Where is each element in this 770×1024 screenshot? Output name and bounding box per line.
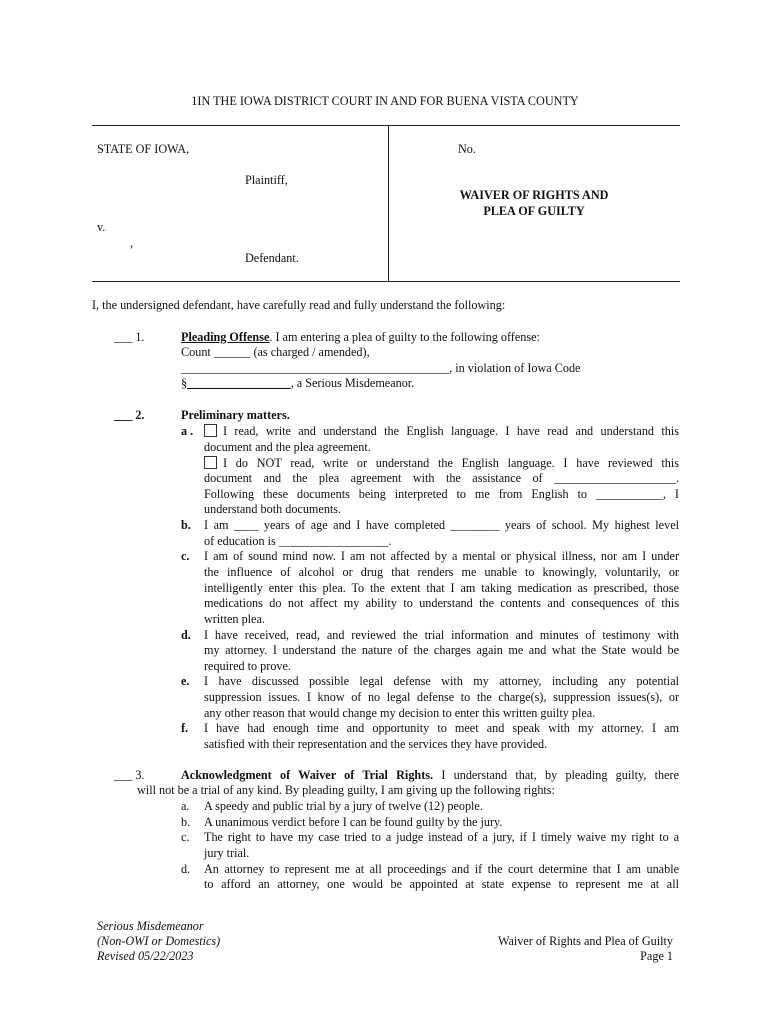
item-2b-line2: of education is __________________. bbox=[204, 534, 392, 548]
section-2-heading: Preliminary matters. bbox=[181, 408, 290, 422]
item-2a-line6: understand both documents. bbox=[204, 502, 342, 516]
item-2b-label: b. bbox=[181, 518, 191, 532]
document-title-line1: WAIVER OF RIGHTS AND bbox=[459, 188, 609, 202]
caption-versus: v. bbox=[97, 220, 106, 234]
item-3d-line2: to afford an attorney, one would be appointed at state expense to represent me at all bbox=[204, 877, 679, 891]
item-3b-text: A unanimous verdict before I can be found guilty by the jury. bbox=[204, 815, 503, 829]
section-2-number: ___ 2. bbox=[114, 408, 145, 422]
item-2d-line2: my attorney. I understand the nature of the charges again me and what the State would be bbox=[204, 643, 679, 657]
section-1-offense-line: ____________________________________________, in violation of Iowa Code bbox=[181, 361, 581, 375]
item-2a-line5: Following these documents being interpreted to me from English to ___________, I bbox=[204, 487, 679, 501]
footer-plea-scope: (Non-OWI or Domestics) bbox=[97, 934, 221, 948]
section-3-number: ___ 3. bbox=[114, 768, 145, 782]
item-2f-line2: satisfied with their representation and the services they have provided. bbox=[204, 737, 548, 751]
section-1-heading: Pleading Offense bbox=[181, 330, 270, 344]
footer-revision-date: Revised 05/22/2023 bbox=[97, 949, 194, 963]
intro-text: I, the undersigned defendant, have carefully read and fully understand the following: bbox=[92, 298, 506, 312]
section-3-line2: will not be a trial of any kind. By pleading guilty, I am giving up the following rights: bbox=[137, 783, 555, 797]
section-1-number: ___ 1. bbox=[114, 330, 145, 344]
caption-plaintiff: Plaintiff, bbox=[245, 173, 288, 187]
english-reader-checkbox[interactable] bbox=[204, 424, 217, 437]
item-2e-line2: suppression issues. I know of no legal defense to the charge(s), suppression issues(s), or bbox=[204, 690, 679, 704]
caption-defendant-name-comma: , bbox=[130, 236, 134, 250]
item-2a-line2: document and the plea agreement. bbox=[204, 440, 371, 454]
item-2b-line1: I am ____ years of age and I have completed ________ years of school. My highest level bbox=[204, 518, 679, 532]
section-3-line1: Acknowledgment of Waiver of Trial Rights. I understand that, by pleading guilty, there bbox=[181, 768, 680, 782]
item-2e-label: e. bbox=[181, 674, 190, 688]
caption-defendant: Defendant. bbox=[245, 251, 299, 265]
item-2c-line3: intelligently enter this plea. To the extent that I am taking medication as prescribed, those bbox=[204, 581, 679, 595]
item-3a-text: A speedy and public trial by a jury of twelve (12) people. bbox=[204, 799, 483, 813]
item-2a-label: a . bbox=[181, 424, 194, 438]
document-title-line2: PLEA OF GUILTY bbox=[483, 204, 585, 218]
footer-page-number: Page 1 bbox=[640, 949, 673, 963]
item-2d-label: d. bbox=[181, 628, 191, 642]
court-title: 1IN THE IOWA DISTRICT COURT IN AND FOR BUENA VISTA COUNTY bbox=[191, 94, 579, 108]
item-2e-line3: any other reason that would change my decision to enter this written guilty plea. bbox=[204, 706, 596, 720]
item-3c-line2: jury trial. bbox=[204, 846, 250, 860]
caption-top-rule bbox=[92, 125, 680, 126]
case-number-label: No. bbox=[458, 142, 476, 156]
item-2c-line1: I am of sound mind now. I am not affected by a mental or physical illness, nor am I under bbox=[204, 549, 679, 563]
caption-bottom-rule bbox=[92, 281, 680, 282]
caption-divider bbox=[388, 125, 389, 281]
item-2a-line3: I do NOT read, write or understand the English language. I have reviewed this bbox=[223, 456, 679, 470]
section-1-count: Count ______ (as charged / amended), bbox=[181, 345, 370, 359]
item-3c-line1: The right to have my case tried to a judge instead of a jury, if I timely waive my right to a bbox=[204, 830, 679, 844]
item-2d-line1: I have received, read, and reviewed the trial information and minutes of testimony with bbox=[204, 628, 679, 642]
item-2c-line4: medications do not affect my ability to understand the contents and consequences of this bbox=[204, 596, 679, 610]
item-3d-line1: An attorney to represent me at all proceedings and if the court determine that I am unable bbox=[204, 862, 679, 876]
footer-document-name: Waiver of Rights and Plea of Guilty bbox=[497, 934, 673, 948]
interpreter-checkbox[interactable] bbox=[204, 456, 217, 469]
item-3d-label: d. bbox=[181, 862, 191, 876]
section-1-line1: Pleading Offense. I am entering a plea of guilty to the following offense: bbox=[181, 330, 540, 344]
item-3b-label: b. bbox=[181, 815, 191, 829]
item-2f-label: f. bbox=[181, 721, 189, 735]
item-2e-line1: I have discussed possible legal defense with my attorney, including any potential bbox=[204, 674, 679, 688]
item-3c-label: c. bbox=[181, 830, 190, 844]
item-2a-line4: document and the plea agreement with the assistance of ____________________. bbox=[204, 471, 679, 485]
item-2a-line1: I read, write and understand the English language. I have read and understand this bbox=[223, 424, 679, 438]
caption-state: STATE OF IOWA, bbox=[97, 142, 190, 156]
item-2c-line5: written plea. bbox=[204, 612, 265, 626]
footer-plea-type: Serious Misdemeanor bbox=[97, 919, 204, 933]
item-2d-line3: required to prove. bbox=[204, 659, 291, 673]
section-3-heading: Acknowledgment of Waiver of Trial Rights. bbox=[181, 768, 434, 782]
item-2f-line1: I have had enough time and opportunity to meet and speak with my attorney. I am bbox=[204, 721, 679, 735]
item-2c-label: c. bbox=[181, 549, 190, 563]
section-1-code-line: §_________________, a Serious Misdemeanor. bbox=[181, 376, 415, 390]
item-3a-label: a. bbox=[181, 799, 190, 813]
item-2c-line2: the influence of alcohol or drug that renders me unable to knowingly, voluntarily, or bbox=[204, 565, 679, 579]
